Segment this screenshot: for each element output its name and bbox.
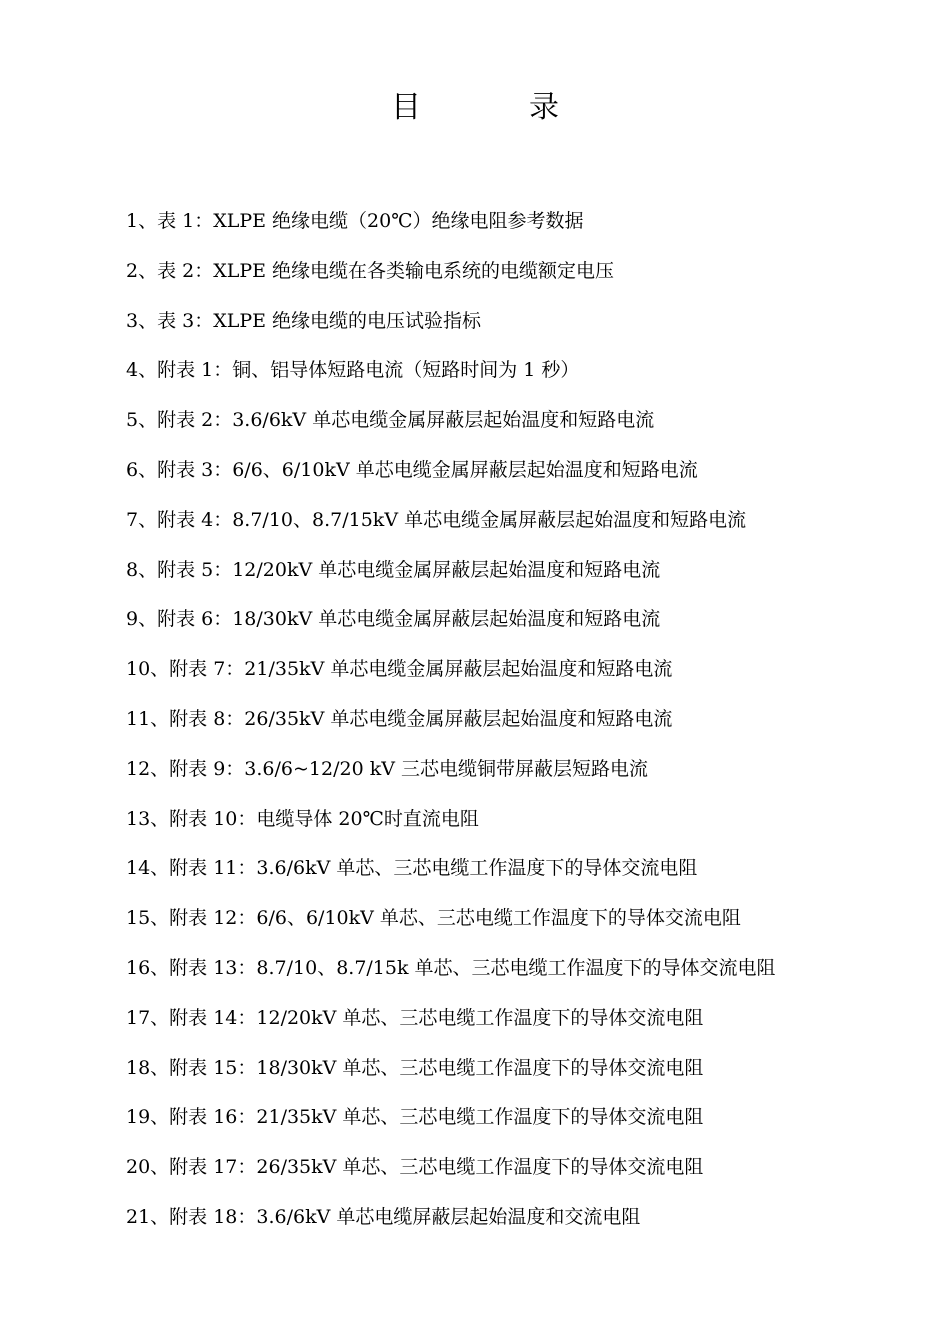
toc-item[interactable]: 3、表 3：XLPE 绝缘电缆的电压试验指标 [126, 309, 482, 332]
toc-item[interactable]: 16、附表 13：8.7/10、8.7/15k 单芯、三芯电缆工作温度下的导体交流电阻 [126, 956, 776, 979]
toc-item[interactable]: 14、附表 11：3.6/6kV 单芯、三芯电缆工作温度下的导体交流电阻 [126, 857, 698, 880]
toc-item[interactable]: 5、附表 2：3.6/6kV 单芯电缆金属屏蔽层起始温度和短路电流 [126, 409, 655, 432]
toc-item[interactable]: 10、附表 7：21/35kV 单芯电缆金属屏蔽层起始温度和短路电流 [126, 658, 673, 681]
toc-item[interactable]: 6、附表 3：6/6、6/10kV 单芯电缆金属屏蔽层起始温度和短路电流 [126, 458, 698, 481]
toc-item[interactable]: 2、表 2：XLPE 绝缘电缆在各类输电系统的电缆额定电压 [126, 259, 615, 282]
title-char-1: 目 [391, 90, 421, 125]
toc-item[interactable]: 17、附表 14：12/20kV 单芯、三芯电缆工作温度下的导体交流电阻 [126, 1006, 704, 1029]
toc-item[interactable]: 4、附表 1：铜、铝导体短路电流（短路时间为 1 秒） [126, 359, 580, 382]
title-char-2: 录 [529, 90, 559, 125]
toc-item[interactable]: 21、附表 18：3.6/6kV 单芯电缆屏蔽层起始温度和交流电阻 [126, 1205, 641, 1228]
toc-item[interactable]: 9、附表 6：18/30kV 单芯电缆金属屏蔽层起始温度和短路电流 [126, 608, 661, 631]
toc-item[interactable]: 12、附表 9：3.6/6~12/20 kV 三芯电缆铜带屏蔽层短路电流 [126, 757, 649, 780]
toc-item[interactable]: 13、附表 10：电缆导体 20℃时直流电阻 [126, 807, 479, 830]
toc-item[interactable]: 7、附表 4：8.7/10、8.7/15kV 单芯电缆金属屏蔽层起始温度和短路电流 [126, 508, 747, 531]
toc-item[interactable]: 11、附表 8：26/35kV 单芯电缆金属屏蔽层起始温度和短路电流 [126, 707, 673, 730]
toc-item[interactable]: 15、附表 12：6/6、6/10kV 单芯、三芯电缆工作温度下的导体交流电阻 [126, 907, 741, 930]
toc-item[interactable]: 20、附表 17：26/35kV 单芯、三芯电缆工作温度下的导体交流电阻 [126, 1156, 704, 1179]
toc-item[interactable]: 19、附表 16：21/35kV 单芯、三芯电缆工作温度下的导体交流电阻 [126, 1106, 704, 1129]
toc-list [126, 201, 926, 1247]
page-title [0, 88, 950, 128]
toc-item[interactable]: 18、附表 15：18/30kV 单芯、三芯电缆工作温度下的导体交流电阻 [126, 1056, 704, 1079]
toc-item[interactable]: 1、表 1：XLPE 绝缘电缆（20℃）绝缘电阻参考数据 [126, 210, 584, 232]
toc-item[interactable]: 8、附表 5：12/20kV 单芯电缆金属屏蔽层起始温度和短路电流 [126, 558, 661, 581]
